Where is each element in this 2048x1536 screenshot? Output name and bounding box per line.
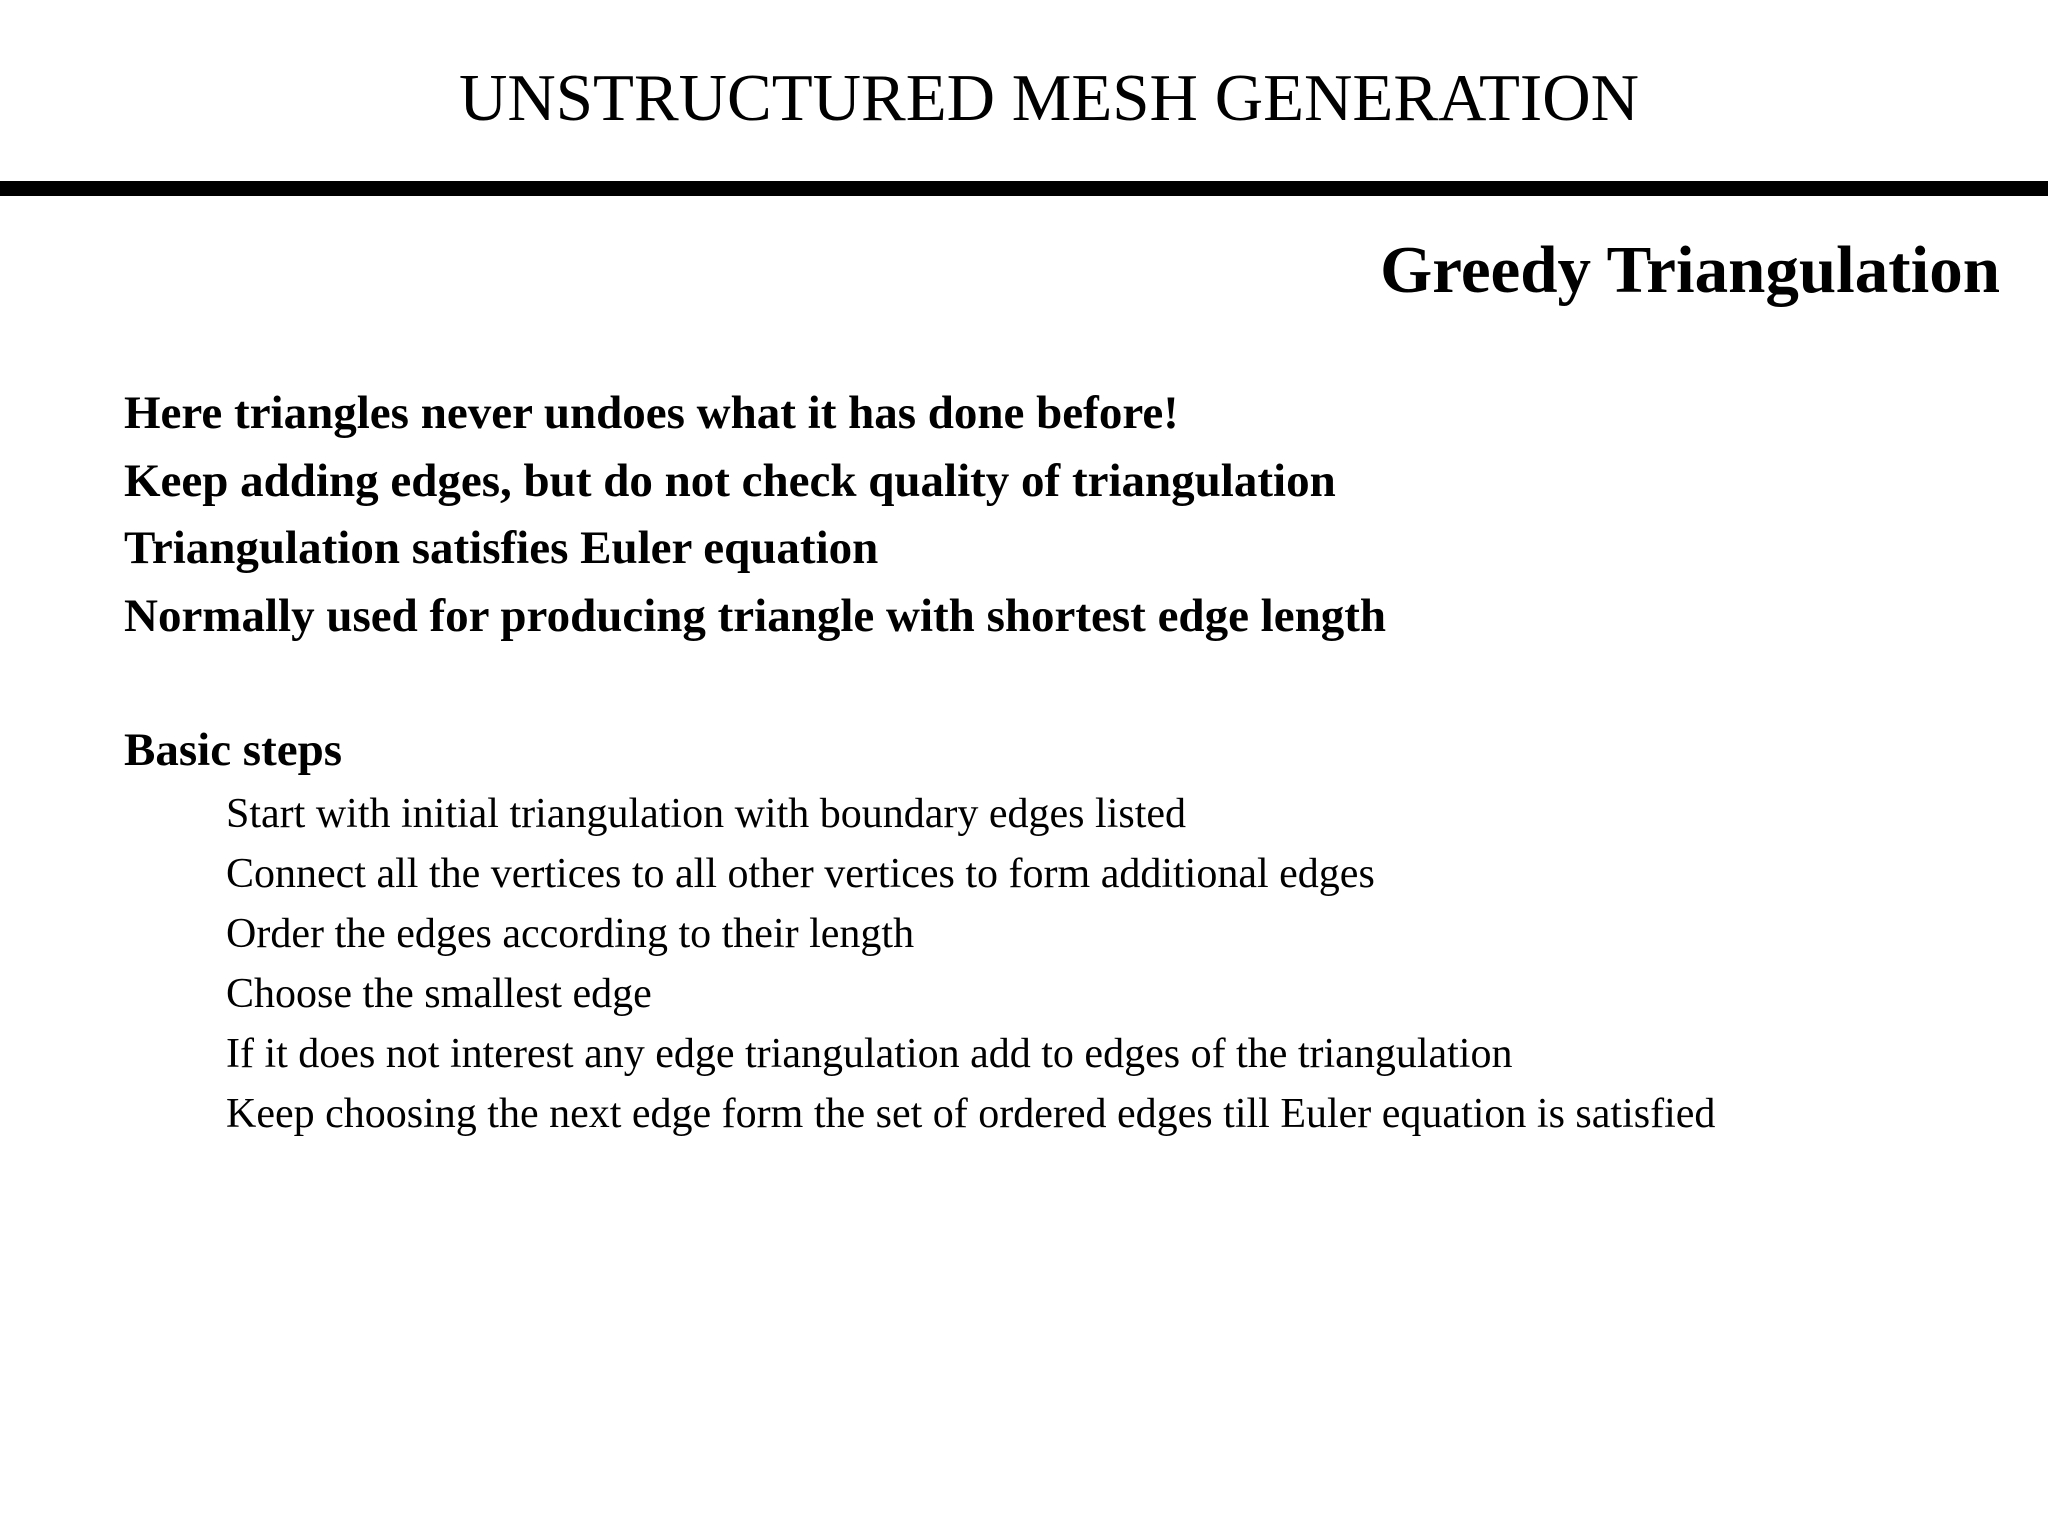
- key-point: Here triangles never undoes what it has done before!: [124, 387, 1179, 439]
- step-item: Choose the smallest edge: [226, 971, 652, 1017]
- step-item: Keep choosing the next edge form the set of ordered edges till Euler equation is satisfied: [226, 1091, 1716, 1137]
- basic-steps-heading: Basic steps: [124, 724, 343, 776]
- key-point: Triangulation satisfies Euler equation: [124, 522, 879, 574]
- step-item: If it does not interest any edge triangulation add to edges of the triangulation: [226, 1031, 1513, 1077]
- header-divider: [0, 181, 2048, 196]
- basic-steps-list: [226, 784, 1715, 1144]
- step-item: Connect all the vertices to all other vertices to form additional edges: [226, 851, 1375, 897]
- key-points-list: [124, 380, 1386, 650]
- step-item: Order the edges according to their length: [226, 911, 915, 957]
- key-point: Keep adding edges, but do not check quality of triangulation: [124, 454, 1336, 507]
- page-header-title: UNSTRUCTURED MESH GENERATION: [459, 61, 1639, 135]
- section-title: Greedy Triangulation: [1380, 233, 2000, 307]
- step-item: Start with initial triangulation with boundary edges listed: [226, 791, 1187, 837]
- key-point: Normally used for producing triangle with shortest edge length: [124, 589, 1387, 642]
